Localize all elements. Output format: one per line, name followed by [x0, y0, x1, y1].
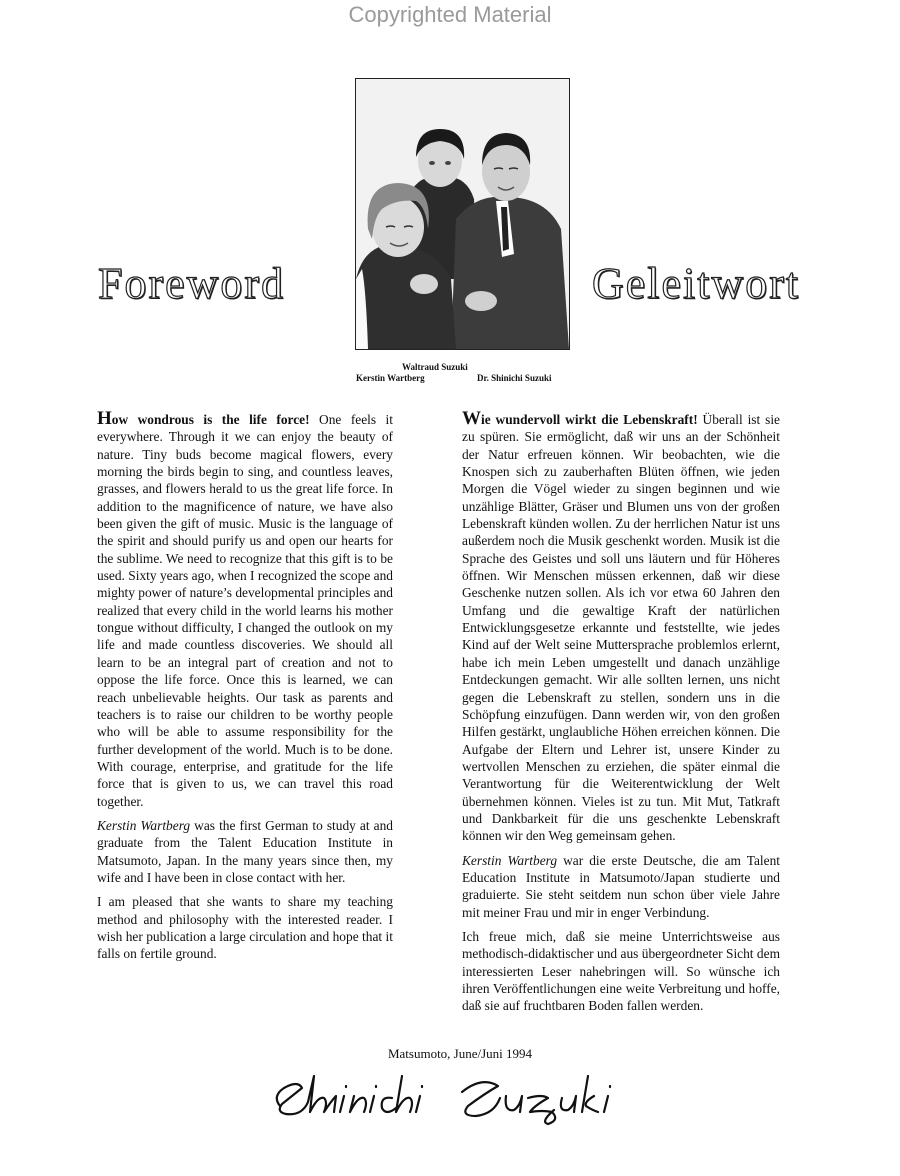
german-paragraph-2: Kerstin Wartberg war die erste Deutsche, die am Talent Education Institute in Matsumoto/Japan studierte und graduierte. Sie steht seitdem nun schon über viele Jahre mit meiner Frau und mir in enger Verbindung. — [462, 852, 780, 920]
portrait-photo — [355, 78, 570, 350]
signature — [262, 1066, 652, 1126]
german-lead: Wie wundervoll wirkt die Lebenskraft! — [462, 408, 698, 429]
german-paragraph-1: Wie wundervoll wirkt die Lebenskraft! Überall ist sie zu spüren. Sie ermöglicht, daß wir uns an der Schönheit der Natur erfreuen können. Wir beobachten, wie die Knospen sich zu zauberhaften Blüten öffnen, wie jeden Morgen die Vögel wieder zu singen beginnen und wie unzählige Blätter, Gräser und Blumen uns von der großen Lebenskraft künden wollen. Zu der herrlichen Natur ist uns außerdem noch die Musik geschenkt worden. Musik ist die Sprache des Geistes und soll uns läutern und für Höheres öffnen. Wir Menschen müssen erkennen, daß wir diese Geschenke nutzen sollen. Als ich vor etwa 60 Jahren den Umfang und die gewaltige Kraft der natürlichen Entwicklungsgesetze erkannte und feststellte, wie jedes Kind auf der Welt seine Muttersprache problemlos erlernt, habe ich mein Leben umgestellt und danach unzählige Entdeckungen gemacht. Wir alle sollten lernen, uns nicht gegen die Lebenskraft zu stellen, sondern uns in die Schöpfung einzufügen. Dann werden wir, von den großen Hilfen gestärkt, unglaubliche Höhen erreichen können. Die Aufgabe der Eltern und Lehrer ist, unsere Kinder zu wertvollen Menschen zu erziehen, die später einmal die Verantwortung für die Weiterentwicklung der Welt übernehmen können. Vieles ist zu tun. Mit Mut, Tatkraft und Dankbarkeit für die uns geschenkte Lebenskraft können wir den Weg gemeinsam gehen. — [462, 408, 780, 844]
title-foreword: Foreword — [98, 259, 286, 308]
german-author-name: Kerstin Wartberg — [462, 852, 558, 868]
english-author-name: Kerstin Wartberg — [97, 817, 191, 833]
photo-caption-kerstin: Kerstin Wartberg — [356, 373, 425, 383]
photo-caption-waltraud: Waltraud Suzuki — [402, 362, 468, 372]
english-lead: How wondrous is the life force! — [97, 408, 310, 429]
english-paragraph-3: I am pleased that she wants to share my teaching method and philosophy with the interested reader. I wish her publication a large circulation and hope that it falls on fertile ground. — [97, 894, 393, 962]
copyright-watermark: Copyrighted Material — [348, 2, 552, 27]
english-column — [97, 410, 393, 970]
place-date: Matsumoto, June/Juni 1994 — [387, 1046, 533, 1061]
english-paragraph-1: How wondrous is the life force! One feels it everywhere. Through it we can enjoy the beauty of nature. Tiny buds become magical flowers, every morning the birds begin to sing, and countless leaves, grasses, and flowers herald to us the great life force. In addition to the magnificence of nature, we have also been given the gift of music. Music is the language of the spirit and should purify us and open our hearts for the sublime. We need to recognize that this gift is to be used. Sixty years ago, when I recognized the scope and mighty power of nature’s developmental principles and realized that every child in the world learns his mother tongue without difficulty, I changed the outlook on my life and made countless discoveries. We should all learn to be an integral part of creation and not to oppose the life force. Once this is learned, we can reach unbelievable heights. Our task as parents and teachers is to raise our children to be worthy people who will be able to assume responsibility for the further development of the world. Much is to be done. With courage, enterprise, and gratitude for the life force that is given to us, we can travel this road together. — [97, 408, 393, 809]
signature-text: Shinichi Suzuki — [262, 1066, 269, 1067]
photo-caption-suzuki: Dr. Shinichi Suzuki — [477, 373, 552, 383]
title-geleitwort: Geleitwort — [592, 259, 801, 308]
english-paragraph-2: Kerstin Wartberg was the first German to study at and graduate from the Talent Education Institute in Matsumoto, Japan. In the many years since then, my wife and I have been in close contact with her. — [97, 817, 393, 885]
portrait-photo-drawing — [356, 79, 569, 349]
german-paragraph-3: Ich freue mich, daß sie meine Unterrichtsweise aus methodisch-didaktischer und aus übergeordneter Sicht dem interessierten Leser nahebringen will. So wünsche ich ihren Veröffentlichungen eine weite Verbreitung und hoffe, daß sie auf fruchtbaren Boden fallen werden. — [462, 928, 780, 1014]
german-column — [462, 410, 780, 1022]
